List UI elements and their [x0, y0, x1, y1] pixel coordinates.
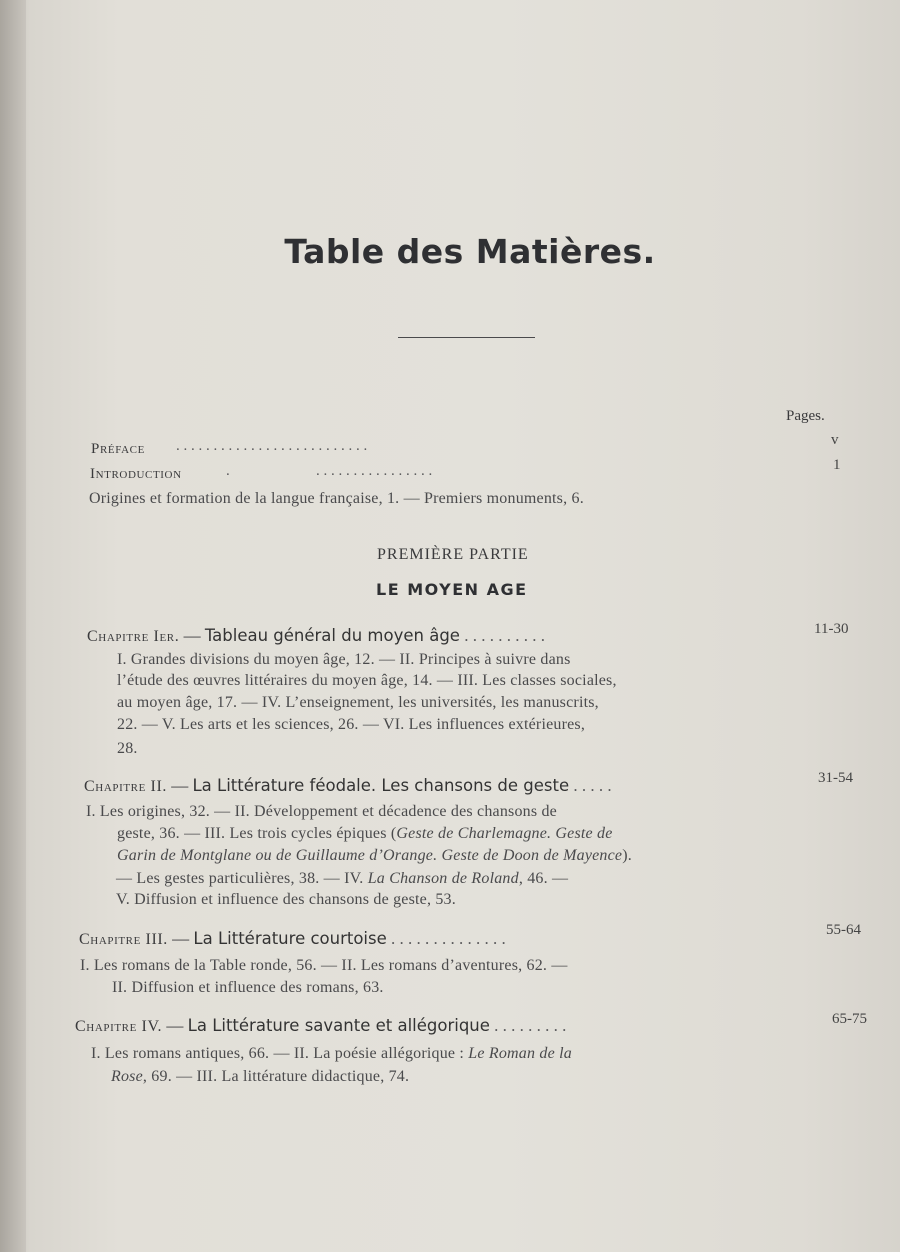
chapter-4-heading: [75, 1016, 566, 1036]
chapter-1-line: au moyen âge, 17. — IV. L’enseignement, les universités, les manuscrits,: [117, 694, 599, 711]
left-page-edge: [0, 0, 26, 1252]
chapter-2-dash: —: [171, 776, 189, 795]
chapter-2-italic-text: Geste de Charlemagne. Geste de: [396, 825, 613, 842]
introduction-dots: . . . . . . . . . . . . . . . . .: [226, 463, 433, 479]
part-title: LE MOYEN AGE: [376, 580, 528, 599]
chapter-1-dots: . . . . . . . . . .: [464, 626, 545, 645]
chapter-4-dash: —: [166, 1016, 184, 1035]
chapter-2-line: [86, 803, 557, 821]
chapter-1-line: I. Grandes divisions du moyen âge, 12. — II. Principes à suivre dans: [117, 651, 571, 668]
chapter-3-line: II. Diffusion et influence des romans, 63.: [112, 979, 384, 996]
chapter-2-title: La Littérature féodale. Les chansons de geste: [192, 776, 570, 795]
introduction-label: Introduction: [90, 466, 182, 482]
chapter-3-dash: —: [172, 929, 190, 948]
introduction-page: 1: [833, 457, 841, 473]
chapter-4-line: [111, 1068, 409, 1086]
chapter-2-label: Chapitre II.: [84, 778, 167, 795]
page-title: Table des Matières.: [284, 232, 656, 271]
chapter-2-text: geste, 36. — III. Les trois cycles épiques (: [117, 825, 397, 842]
chapter-2-text: I. Les origines, 32. — II. Développement et décadence des chansons de: [86, 803, 557, 820]
chapter-3-heading: [79, 929, 506, 949]
title-rule: [398, 337, 535, 338]
chapter-4-title: La Littérature savante et allégorique: [187, 1016, 490, 1035]
chapter-4-dots: . . . . . . . . .: [494, 1016, 567, 1035]
chapter-2-line: [117, 825, 613, 843]
preface-label: Préface: [91, 441, 145, 457]
pages-heading: Pages.: [786, 408, 825, 424]
chapter-2-line: [117, 847, 632, 865]
chapter-2-dots: . . . . .: [573, 776, 612, 795]
chapter-4-text: I. Les romans antiques, 66. — II. La poésie allégorique :: [91, 1045, 469, 1062]
chapter-2-line: [116, 870, 568, 888]
chapter-2-italic-text: Garin de Montglane ou de Guillaume d’Orange. Geste de Doon de Mayence: [117, 847, 623, 864]
chapter-3-pages: 55-64: [826, 922, 861, 938]
chapter-4-line: [91, 1045, 572, 1063]
chapter-2-text: ).: [622, 847, 632, 864]
chapter-1-label: Chapitre Ier.: [87, 628, 180, 645]
chapter-3-dots: . . . . . . . . . . . . . .: [391, 929, 506, 948]
chapter-4-pages: 65-75: [832, 1011, 867, 1027]
chapter-4-label: Chapitre IV.: [75, 1018, 163, 1035]
chapter-2-heading: [84, 776, 612, 796]
chapter-3-title: La Littérature courtoise: [193, 929, 387, 948]
intro-summary: Origines et formation de la langue française, 1. — Premiers monuments, 6.: [89, 490, 584, 507]
chapter-4-text: , 69. — III. La littérature didactique, 74.: [142, 1068, 410, 1085]
chapter-3-label: Chapitre III.: [79, 931, 168, 948]
chapter-1-dash: —: [183, 626, 201, 645]
chapter-2-text: V. Diffusion et influence des chansons de geste, 53.: [116, 891, 456, 908]
chapter-1-line: 28.: [117, 740, 138, 757]
preface-page: v: [831, 432, 839, 448]
chapter-1-line: l’étude des œuvres littéraires du moyen âge, 14. — III. Les classes sociales,: [117, 672, 617, 689]
chapter-2-italic-text: La Chanson de Roland: [367, 870, 519, 887]
chapter-1-line: 22. — V. Les arts et les sciences, 26. — VI. Les influences extérieures,: [117, 716, 586, 733]
chapter-2-text: , 46. —: [518, 870, 569, 887]
chapter-4-italic-text: Rose: [111, 1068, 143, 1085]
chapter-1-pages: 11-30: [814, 621, 849, 637]
chapter-1-title: Tableau général du moyen âge: [204, 626, 460, 645]
part-label: PREMIÈRE PARTIE: [377, 546, 529, 563]
chapter-2-line: [116, 891, 456, 909]
preface-dots: . . . . . . . . . . . . . . . . . . . . . . . . . .: [176, 438, 368, 454]
chapter-1-heading: [87, 626, 545, 646]
chapter-3-line: I. Les romans de la Table ronde, 56. — II. Les romans d’aventures, 62. —: [80, 957, 568, 974]
chapter-2-text: — Les gestes particulières, 38. — IV.: [116, 870, 368, 887]
chapter-2-pages: 31-54: [818, 770, 853, 786]
chapter-4-italic-text: Le Roman de la: [468, 1045, 572, 1062]
